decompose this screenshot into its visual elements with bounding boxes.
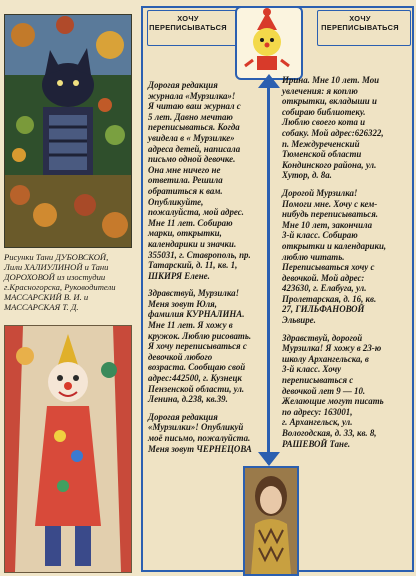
childrens-drawing-clown — [4, 325, 132, 573]
letters-column-right — [282, 75, 410, 449]
header-line: ХОЧУ — [349, 14, 371, 23]
letter-line: Опубликуйте, — [148, 196, 204, 207]
letter-line: Я читаю ваш журнал с — [148, 101, 241, 112]
letter-line: увлечения: я коплю — [282, 85, 358, 96]
letter-line: РАШЕВОЙ Тане. — [282, 438, 351, 449]
letter-line: Здравствуй, Мурзилка! — [148, 288, 240, 299]
arrow-down-icon — [258, 452, 280, 466]
header-line: ПЕРЕПИСЫВАТЬСЯ — [149, 23, 227, 32]
letter-line: Мне 11 лет. Я хожу в — [148, 320, 233, 331]
arrow-up-icon — [258, 74, 280, 88]
letter-line: 27, ГИЛЬФАНОВОЙ — [282, 304, 365, 315]
letter-line: адрес:442500, г. Кузнецк — [148, 373, 242, 384]
caption-line: г.Красногорска, Руководители — [4, 282, 116, 292]
letter-line: Помоги мне. Хочу с кем- — [282, 198, 378, 209]
letter-line: Мне 10 лет, закончила — [282, 219, 373, 230]
letter-line: ответила. Решила — [148, 175, 223, 186]
caption-line: ДОРОХОВОЙ из изостудии — [4, 272, 106, 282]
letter-line: Люблю своего кота и — [282, 117, 366, 128]
girl-photo — [243, 466, 299, 576]
caption-line: Рисунки Тани ДУБОВСКОЙ, — [4, 252, 109, 262]
letter-line: собаку. Мой адрес:626322, — [282, 127, 384, 138]
letter-line: Я хочу переписываться с — [148, 341, 247, 352]
letter-line: собираю библиотеку. — [282, 106, 366, 117]
letter-line: 355031, г. Ставрополь, пр. — [148, 249, 251, 260]
letter-line: Ирина. Мне 10 лет. Мои — [282, 75, 380, 85]
letter-line: Она мне ничего не — [148, 164, 221, 175]
letter-line: Дорогая редакция — [148, 80, 218, 90]
header-line: ПЕРЕПИСЫВАТЬСЯ — [321, 23, 399, 32]
caption-line: МАССАРСКАЯ Т. Д. — [4, 302, 79, 312]
letter-line: Здравствуй, дорогой — [282, 332, 363, 343]
letter-line: календарики и значки. — [148, 238, 237, 249]
letter-line: Пролетарская, д. 16, кв. — [282, 293, 377, 304]
letter-line: школу Архангельска, в — [282, 353, 369, 364]
letter-line: «Мурзилки»! Опубликуй — [148, 422, 244, 433]
letter-line: 5 лет. Давно мечтаю — [148, 111, 233, 122]
letter-line: Меня зовут ЧЕРНЕЦОВА — [148, 443, 252, 454]
letter-line: переписываться с — [282, 375, 354, 386]
letter-line: кружок. Люблю рисовать. — [148, 330, 252, 341]
letter-line: журнала «Мурзилка»! — [148, 90, 236, 101]
letter-line: обратиться к вам. — [148, 185, 223, 196]
letter-line: люблю читать. — [282, 251, 345, 262]
letter-line: по адресу: 163001, — [282, 406, 353, 417]
letter-line: Хутор, д. 8а. — [282, 170, 332, 181]
childrens-drawing-cat — [4, 14, 132, 248]
letter-line: девочкой. Мой адрес: — [282, 272, 365, 283]
letter-line: Кондинского района, ул. — [282, 159, 377, 170]
letter-line: 3-й класс. Хочу — [282, 364, 342, 375]
header-want-to-correspond-left — [145, 14, 231, 32]
letter-line: Мне 11 лет. Собираю — [148, 217, 233, 228]
letter-line: г. Архангельск, ул. — [282, 417, 353, 428]
letter-line: Желающие могут писать — [282, 396, 384, 407]
letter-line: Дорогой Мурзилка! — [282, 187, 358, 198]
letter-line: марки, открытки, — [148, 228, 222, 239]
divider-arrow — [267, 78, 270, 464]
letter-line: открытки, вкладыши и — [282, 96, 377, 107]
letter-line: Вологодская, д. 33, кв. 8, — [282, 428, 377, 438]
header-want-to-correspond-right — [317, 14, 403, 32]
illustration-caption — [4, 252, 138, 312]
letter-line: девочкой лет 9 — 10. — [282, 385, 366, 396]
letter-line: Переписываться хочу с — [282, 262, 375, 273]
letter-line: Эльвире. — [282, 315, 316, 326]
letter-line: п. Междуреченский — [282, 138, 360, 149]
letter-line: ШКИРЯ Елене. — [148, 270, 210, 281]
letter-line: адреса детей, написала — [148, 143, 241, 154]
letter-line: возраста. Сообщаю свой — [148, 362, 246, 373]
letter-line: пожалуйста, мой адрес. — [148, 207, 244, 218]
caption-line: МАССАРСКИЙ В. И. и — [4, 292, 89, 302]
header-line: ХОЧУ — [177, 14, 199, 23]
letter-line: нибудь переписываться. — [282, 209, 379, 220]
letter-line: увидела в « Мурзилке» — [148, 132, 235, 143]
letter-line: открытки и календарики, — [282, 240, 387, 251]
letter-line: письмо одной девочке. — [148, 154, 236, 165]
clown-badge-icon — [235, 6, 303, 80]
letter-line: Мурзилка! Я хожу в 23-ю — [282, 343, 382, 354]
letter-line: Пензенской области, ул. — [148, 383, 245, 394]
letter-line: Тюменской области — [282, 149, 362, 160]
letters-column-left — [148, 80, 258, 454]
caption-line: Лили ХАЛИУЛИНОЙ и Тани — [4, 262, 109, 272]
letter-line: 423630, г. Елабуга, ул. — [282, 283, 367, 294]
letter-line: 3-й класс. Собираю — [282, 230, 358, 241]
letter-line: переписываться. Когда — [148, 122, 240, 133]
letter-line: фамилия КУРНАЛИНА. — [148, 309, 245, 320]
letter-line: Меня зовут Юля, — [148, 298, 217, 309]
letter-line: Ленина, д.238, кв.39. — [148, 394, 228, 405]
letter-line: девочкой любого — [148, 351, 213, 362]
letter-line: моё письмо, пожалуйста. — [148, 433, 251, 443]
letter-line: Дорогая редакция — [148, 411, 218, 422]
letter-line: Татарский, д. 11, кв. 1, — [148, 260, 238, 271]
